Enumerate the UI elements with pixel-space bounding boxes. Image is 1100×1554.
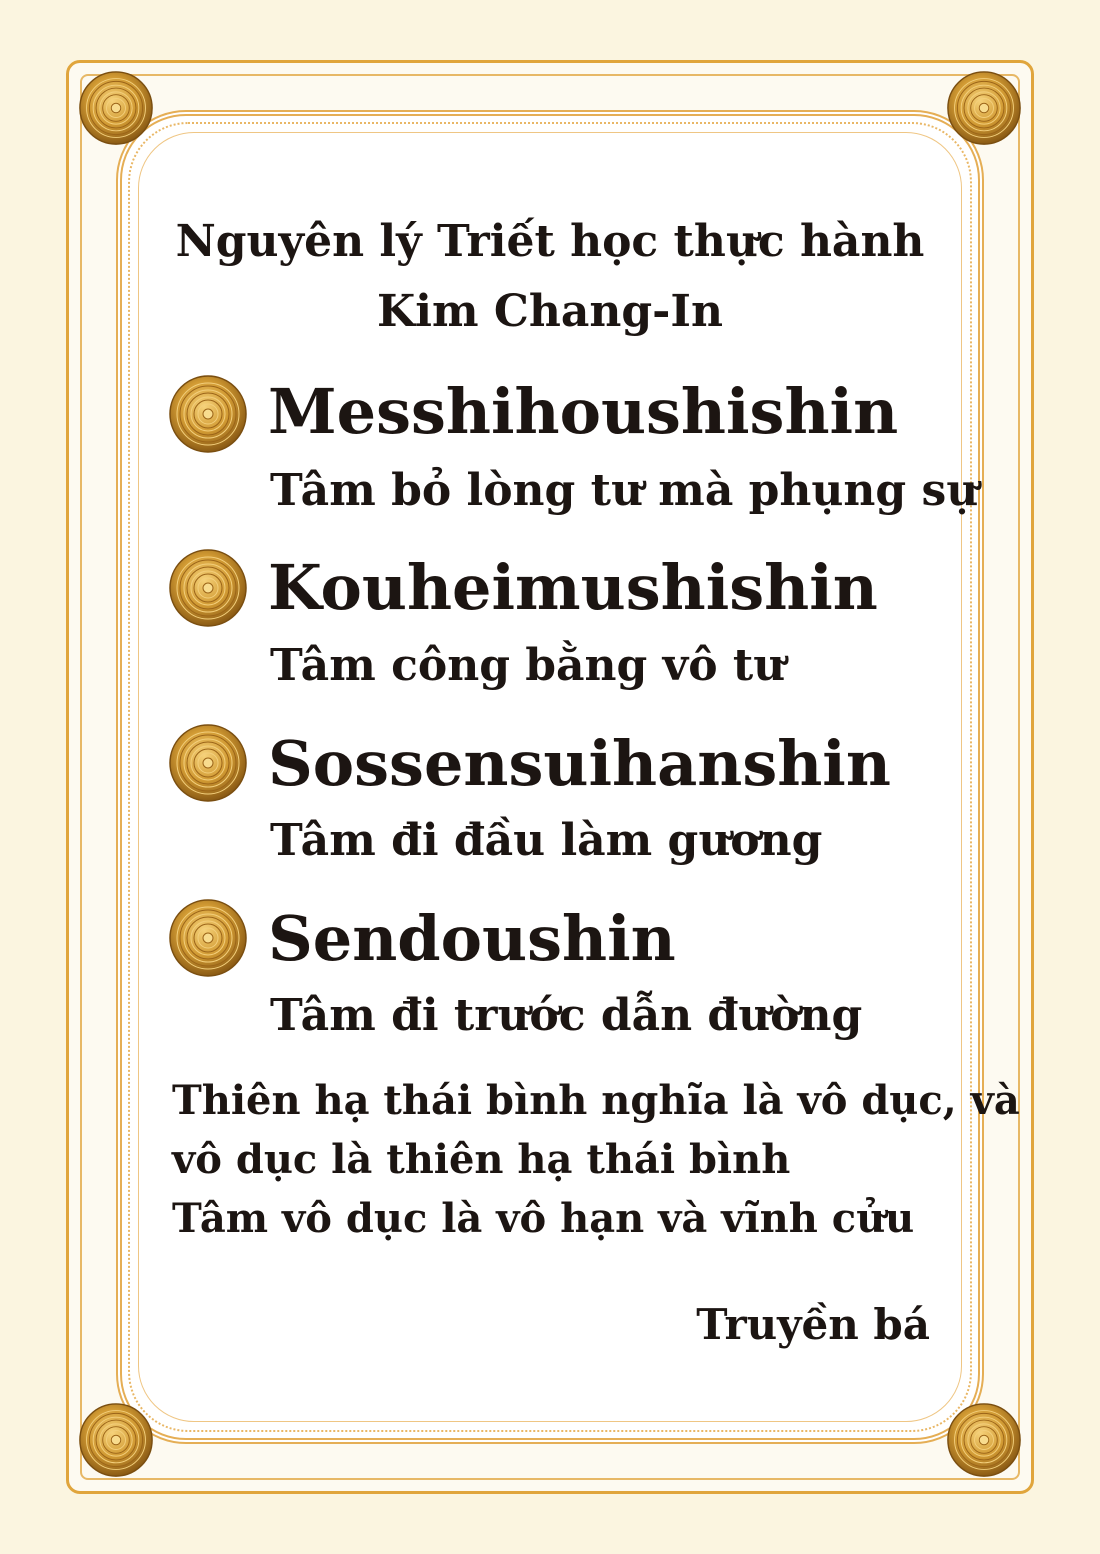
gold-disc-icon bbox=[168, 374, 248, 454]
principle-meaning: Tâm đi đầu làm gương bbox=[270, 815, 823, 866]
principle-name: Sossensuihanshin bbox=[268, 727, 891, 800]
principle-name: Sendoushin bbox=[268, 902, 676, 975]
title-line-2: Kim Chang-In bbox=[377, 286, 723, 337]
principle-meaning: Tâm bỏ lòng tư mà phụng sự bbox=[270, 465, 979, 516]
footer-line-2: vô dục là thiên hạ thái bình bbox=[172, 1136, 791, 1183]
principle-name: Kouheimushishin bbox=[268, 551, 878, 624]
gold-disc-icon bbox=[168, 898, 248, 978]
corner-disc-icon bbox=[78, 1402, 154, 1478]
corner-disc-icon bbox=[78, 70, 154, 146]
footer-line-1: Thiên hạ thái bình nghĩa là vô dục, và bbox=[172, 1077, 1020, 1124]
principle-meaning: Tâm đi trước dẫn đường bbox=[270, 990, 863, 1041]
footer-line-3: Tâm vô dục là vô hạn và vĩnh cửu bbox=[172, 1195, 915, 1242]
corner-disc-icon bbox=[946, 70, 1022, 146]
gold-disc-icon bbox=[168, 548, 248, 628]
principle-meaning: Tâm công bằng vô tư bbox=[270, 640, 786, 691]
principle-name: Messhihoushishin bbox=[268, 375, 899, 448]
corner-disc-icon bbox=[946, 1402, 1022, 1478]
title-line-1: Nguyên lý Triết học thực hành bbox=[175, 216, 925, 267]
signature: Truyền bá bbox=[696, 1300, 930, 1349]
gold-disc-icon bbox=[168, 723, 248, 803]
